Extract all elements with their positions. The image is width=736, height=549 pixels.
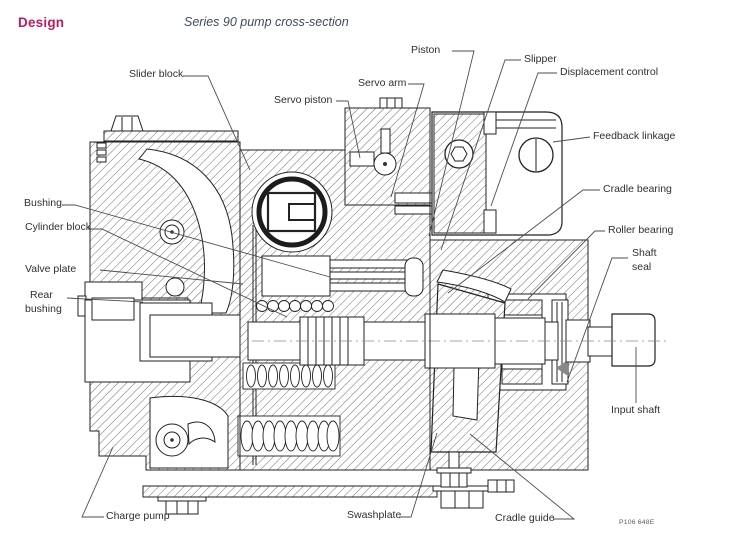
callout-input-shaft: Input shaft <box>611 404 661 416</box>
callout-slipper: Slipper <box>524 53 557 65</box>
hex-socket-screw-icon <box>451 147 467 161</box>
callout-charge-pump: Charge pump <box>106 510 170 522</box>
callout-shaft-seal-line1: Shaft <box>632 247 657 259</box>
leader-charge-pump <box>82 447 113 517</box>
callout-roller-bearing: Roller bearing <box>608 224 674 236</box>
callout-swashplate: Swashplate <box>347 509 402 521</box>
callout-rear-bushing-line1: Rear <box>30 289 53 301</box>
callout-rear-bushing <box>25 289 62 316</box>
displacement-control-part <box>432 112 562 235</box>
slipper-part <box>405 258 423 296</box>
pump-body <box>78 98 666 514</box>
callout-bushing: Bushing <box>24 197 62 209</box>
figure-title: Series 90 pump cross-section <box>184 15 349 29</box>
callout-servo-arm: Servo arm <box>358 77 407 89</box>
spring-mid <box>243 363 335 389</box>
callout-servo-piston: Servo piston <box>274 94 333 106</box>
callout-piston: Piston <box>411 44 441 56</box>
callout-valve-plate: Valve plate <box>25 263 77 275</box>
callout-cylinder-block: Cylinder block <box>25 221 91 233</box>
section-heading: Design <box>18 15 65 30</box>
feedback-linkage-part <box>519 138 553 172</box>
slider-block-part <box>350 152 374 166</box>
base-plate <box>143 486 437 497</box>
bolt-icon <box>111 116 143 131</box>
callout-displacement-control: Displacement control <box>560 66 659 78</box>
callout-cradle-guide: Cradle guide <box>495 512 555 524</box>
part-number: P106 648E <box>619 519 655 526</box>
callout-cradle-bearing: Cradle bearing <box>603 183 672 195</box>
servo-piston-part <box>252 172 332 252</box>
piston-part <box>262 256 423 296</box>
input-shaft-part <box>612 314 655 366</box>
charge-pump-part <box>150 396 228 468</box>
callout-feedback-linkage: Feedback linkage <box>593 130 676 142</box>
callout-rear-bushing-line2: bushing <box>25 302 62 315</box>
callout-slider-block: Slider block <box>129 68 184 80</box>
spring-large <box>238 416 340 456</box>
callout-shaft-seal <box>632 247 657 274</box>
mounting-flange <box>104 131 238 141</box>
callout-shaft-seal-line2: seal <box>632 260 652 273</box>
